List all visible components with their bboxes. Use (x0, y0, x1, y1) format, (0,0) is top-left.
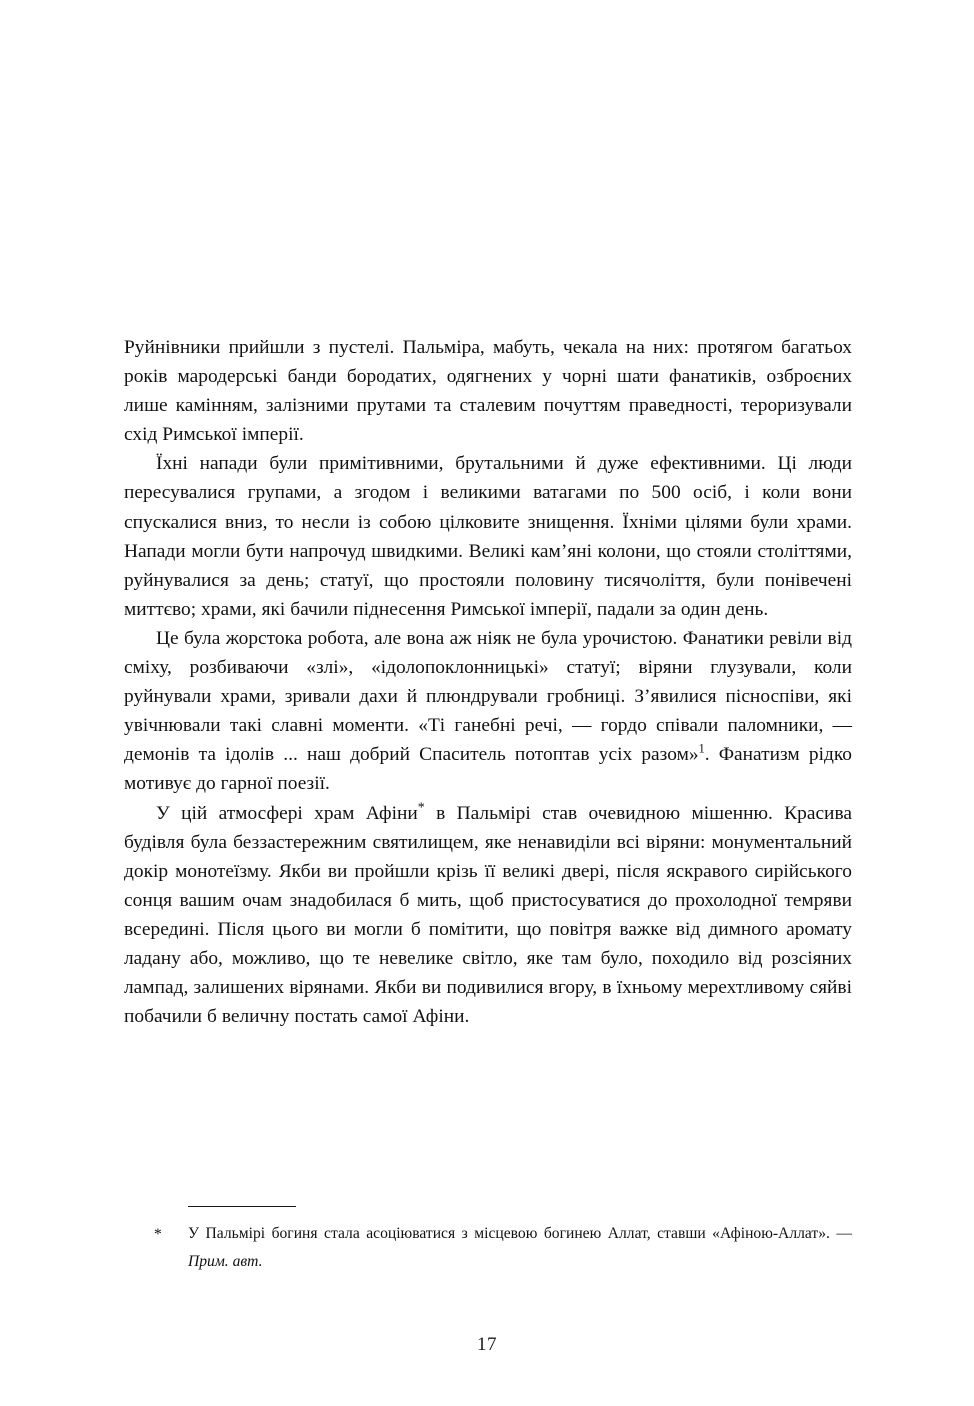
paragraph-3 (124, 624, 852, 799)
paragraph-2: Їхні напади були примітивними, брутальними й дуже ефективними. Ці люди пересувалися групами, а згодом і великими ватагами по 500 осіб, і коли вони спускалися вниз, то несли із собою цілковите знищення. Їхніми цілями були храми. Напади могли бути напрочуд швидкими. Великі кам’яні колони, що стояли століттями, руйнувалися за день; статуї, що простояли половину тисячоліття, були понівечені миттєво; храми, які бачили піднесення Римської імперії, падали за один день. (124, 453, 852, 620)
footnote-text-italic: Прим. авт. (188, 1253, 263, 1270)
footnote-reference-star[interactable]: * (417, 800, 425, 816)
body-text-column (124, 333, 852, 1031)
footnote-text (188, 1220, 852, 1276)
footnote-text-plain: У Пальмірі богиня стала асоціюватися з місцевою богинею Аллат, ставши «Афіною-Аллат». — (188, 1225, 852, 1242)
footnote-reference-1[interactable]: 1 (698, 741, 705, 756)
paragraph-3-text-before-note: Це була жорстока робота, але вона аж ніяк не була урочистою. Фанатики ревіли від сміху, розбиваючи «злі», «ідолопоклонницькі» статуї; віряни глузували, коли руйнували храми, зривали дахи й плюндрували гробниці. З’явилися пісноспіви, які увічнювали такі славні моменти. «Ті ганебні речі, — гордо співали паломники, — демонів та ідолів ... наш добрий Спаситель потоптав усіх разом» (124, 627, 852, 766)
footnote-marker-star: * (154, 1226, 162, 1243)
paragraph-4-text-after-note: в Пальмірі став очевидною мішенню. Красива будівля була беззастережним святилищем, яке ненавиділи всі віряни: монументальний докір монотеїзму. Якби ви пройшли крізь її великі двері, після яскравого сирійського сонця вашим очам знадобилася б мить, щоб пристосуватися до прохолодної темряви всередині. Після цього ви могли б помітити, що повітря важке від димного аромату ладану або, можливо, що те невелике світло, яке там було, походило від розсіяних лампад, залишених вірянами. Якби ви подивилися вгору, в їхньому мерехтливому сяйві побачили б величну постать самої Афіни. (124, 802, 852, 1028)
paragraph-4 (124, 799, 852, 1032)
paragraph-4-text-before-note: У цій атмосфері храм Афіни (156, 802, 418, 824)
footnote-block (124, 1206, 852, 1276)
page-number: 17 (477, 1334, 497, 1355)
paragraph-1: Руйнівники прийшли з пустелі. Пальміра, мабуть, чекала на них: протягом багатьох років мародерські банди бородатих, одягнених у чорні шати фанатиків, озброєних лише камінням, залізними прутами та сталевим почуттям праведності, тероризували схід Римської імперії. (124, 337, 852, 446)
footnote-item (124, 1220, 852, 1276)
footnote-separator-rule (188, 1206, 296, 1207)
paragraph-3-text-after-note: . Фанатизм рідко мотивує до гарної поезії. (124, 744, 852, 795)
